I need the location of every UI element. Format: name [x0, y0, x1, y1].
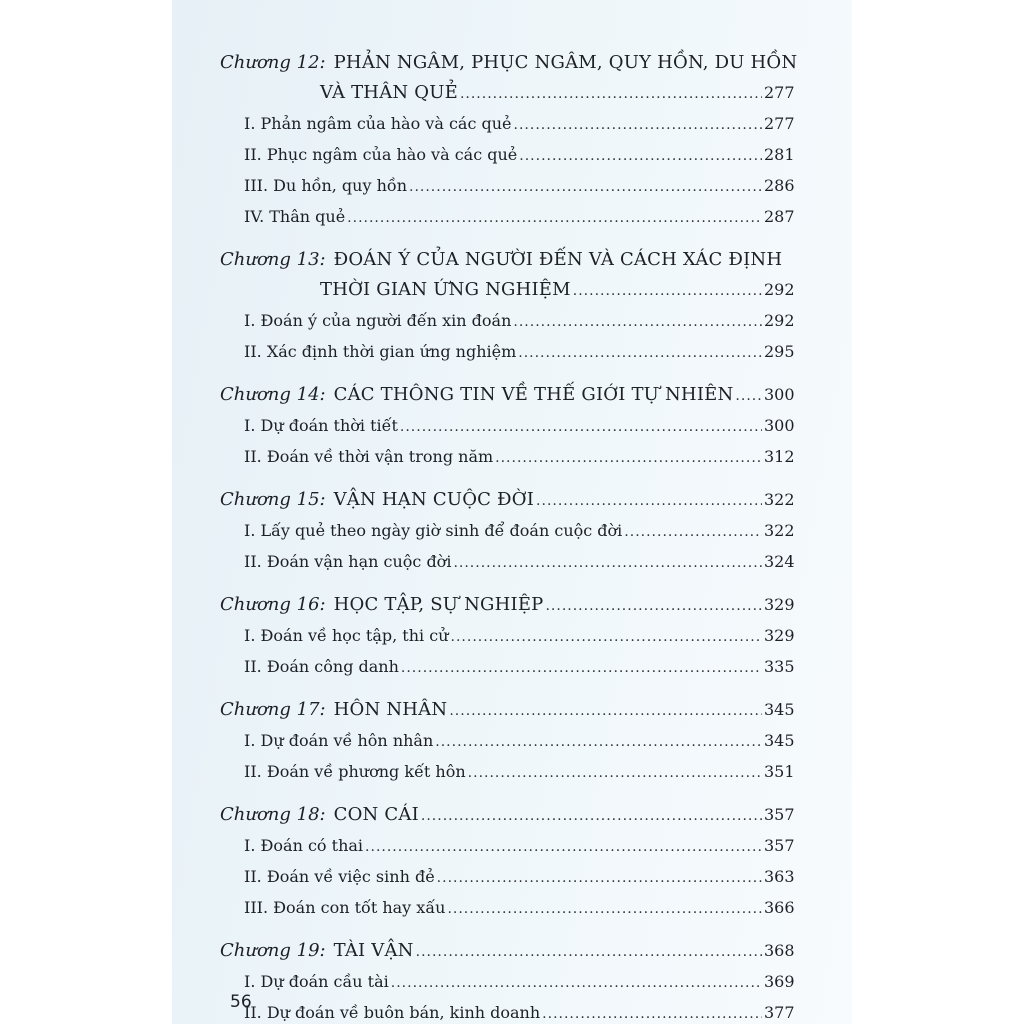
chapter-title-line2: THỜI GIAN ỨNG NGHIỆM	[320, 279, 571, 300]
section-entry	[220, 893, 794, 924]
chapter-heading-continued	[220, 275, 794, 306]
chapter-15	[220, 485, 794, 578]
section-entry	[220, 442, 794, 473]
chapter-label: Chương 19:	[220, 940, 326, 961]
chapter-heading	[220, 245, 794, 275]
section-page: 295	[764, 342, 795, 361]
chapter-heading-continued	[220, 78, 794, 109]
section-page: 369	[764, 972, 795, 991]
chapter-page: 277	[764, 83, 795, 102]
dot-leader	[624, 517, 762, 547]
section-title: III. Du hồn, quy hồn	[244, 176, 407, 195]
dot-leader	[365, 832, 762, 862]
section-title: I. Dự đoán thời tiết	[244, 416, 398, 435]
section-title: II. Đoán công danh	[244, 657, 399, 676]
section-page: 363	[764, 867, 795, 886]
section-title: I. Đoán về học tập, thi cử	[244, 626, 449, 645]
section-title: I. Dự đoán về hôn nhân	[244, 731, 434, 750]
chapter-13	[220, 245, 794, 368]
section-title: I. Đoán ý của người đến xin đoán	[244, 311, 512, 330]
chapter-18	[220, 800, 794, 924]
chapter-label: Chương 12:	[220, 52, 326, 73]
chapter-label: Chương 18:	[220, 804, 326, 825]
section-title: I. Dự đoán cầu tài	[244, 972, 389, 991]
chapter-17	[220, 695, 794, 788]
chapter-12	[220, 48, 798, 233]
chapter-label: Chương 17:	[220, 699, 326, 720]
section-entry	[220, 967, 794, 998]
dot-leader	[573, 276, 762, 306]
dot-leader	[453, 548, 762, 578]
section-title: II. Phục ngâm của hào và các quẻ	[244, 145, 518, 164]
section-page: 329	[764, 626, 795, 645]
chapter-label: Chương 15:	[220, 489, 326, 510]
chapter-14	[220, 380, 794, 473]
dot-leader	[401, 653, 762, 683]
section-entry	[220, 411, 794, 442]
section-page: 324	[764, 552, 795, 571]
dot-leader	[735, 381, 762, 411]
dot-leader	[542, 999, 762, 1024]
section-entry	[220, 998, 794, 1024]
chapter-page: 357	[764, 805, 795, 824]
section-entry	[220, 109, 794, 140]
section-title: II. Xác định thời gian ứng nghiệm	[244, 342, 517, 361]
section-page: 345	[764, 731, 795, 750]
section-title: I. Đoán có thai	[244, 836, 364, 855]
section-title: II. Đoán về phương kết hôn	[244, 762, 466, 781]
section-entry	[220, 757, 794, 788]
section-page: 322	[764, 521, 795, 540]
section-title: II. Đoán về việc sinh đẻ	[244, 867, 435, 886]
section-entry	[220, 831, 794, 862]
section-title: II. Đoán về thời vận trong năm	[244, 447, 494, 466]
section-page: 366	[764, 898, 795, 917]
chapter-title: VẬN HẠN CUỘC ĐỜI	[333, 489, 535, 510]
section-entry	[220, 726, 794, 757]
chapter-title-line2: VÀ THÂN QUẺ	[320, 82, 458, 103]
dot-leader	[513, 307, 762, 337]
chapter-page: 292	[764, 280, 795, 299]
chapter-title: TÀI VẬN	[333, 940, 414, 961]
section-page: 357	[764, 836, 795, 855]
chapter-page: 368	[764, 941, 795, 960]
section-page: 292	[764, 311, 795, 330]
section-page: 351	[764, 762, 795, 781]
dot-leader	[519, 141, 762, 171]
section-title: II. Dự đoán về buôn bán, kinh doanh	[244, 1003, 541, 1022]
section-entry	[220, 547, 794, 578]
section-entry	[220, 171, 794, 202]
chapter-page: 329	[764, 595, 795, 614]
dot-leader	[447, 894, 762, 924]
section-entry	[220, 516, 794, 547]
section-title: I. Phản ngâm của hào và các quẻ	[244, 114, 512, 133]
section-page: 286	[764, 176, 795, 195]
page-number: 56	[230, 992, 252, 1012]
section-title: II. Đoán vận hạn cuộc đời	[244, 552, 452, 571]
section-entry	[220, 202, 794, 233]
chapter-label: Chương 16:	[220, 594, 326, 615]
section-page: 312	[764, 447, 795, 466]
dot-leader	[400, 412, 762, 442]
dot-leader	[347, 203, 762, 233]
section-entry	[220, 652, 794, 683]
dot-leader	[449, 696, 762, 726]
chapter-heading	[220, 380, 794, 411]
chapter-title: PHẢN NGÂM, PHỤC NGÂM, QUY HỒN, DU HỒN	[333, 52, 798, 73]
chapter-heading	[220, 485, 794, 516]
chapter-16	[220, 590, 794, 683]
chapter-label: Chương 14:	[220, 384, 326, 405]
section-entry	[220, 337, 794, 368]
section-page: 287	[764, 207, 795, 226]
section-page: 281	[764, 145, 795, 164]
dot-leader	[495, 443, 762, 473]
dot-leader	[409, 172, 762, 202]
chapter-title: ĐOÁN Ý CỦA NGƯỜI ĐẾN VÀ CÁCH XÁC ĐỊNH	[333, 249, 783, 270]
chapter-page: 300	[764, 385, 795, 404]
section-title: III. Đoán con tốt hay xấu	[244, 898, 446, 917]
dot-leader	[536, 486, 762, 516]
dot-leader	[468, 758, 762, 788]
dot-leader	[437, 863, 762, 893]
dot-leader	[391, 968, 762, 998]
table-of-contents	[220, 48, 798, 1024]
chapter-label: Chương 13:	[220, 249, 326, 270]
dot-leader	[518, 338, 762, 368]
dot-leader	[435, 727, 762, 757]
chapter-heading	[220, 590, 794, 621]
dot-leader	[545, 591, 762, 621]
section-page: 377	[764, 1003, 795, 1022]
book-page	[172, 0, 852, 1024]
dot-leader	[460, 79, 762, 109]
dot-leader	[514, 110, 762, 140]
section-page: 277	[764, 114, 795, 133]
chapter-title: HỌC TẬP, SỰ NGHIỆP	[333, 594, 544, 615]
chapter-title: HÔN NHÂN	[333, 699, 448, 720]
dot-leader	[421, 801, 762, 831]
chapter-19	[220, 936, 794, 1024]
chapter-heading	[220, 695, 794, 726]
chapter-heading	[220, 800, 794, 831]
section-entry	[220, 862, 794, 893]
section-page: 335	[764, 657, 795, 676]
dot-leader	[416, 937, 762, 967]
section-page: 300	[764, 416, 795, 435]
section-entry	[220, 140, 794, 171]
chapter-heading	[220, 936, 794, 967]
chapter-heading	[220, 48, 798, 78]
dot-leader	[451, 622, 762, 652]
section-title: IV. Thân quẻ	[244, 207, 346, 226]
chapter-title: CON CÁI	[333, 804, 419, 825]
chapter-page: 345	[764, 700, 795, 719]
section-entry	[220, 306, 794, 337]
section-entry	[220, 621, 794, 652]
section-title: I. Lấy quẻ theo ngày giờ sinh để đoán cuộc đời	[244, 521, 623, 540]
chapter-page: 322	[764, 490, 795, 509]
chapter-title: CÁC THÔNG TIN VỀ THẾ GIỚI TỰ NHIÊN	[333, 384, 734, 405]
